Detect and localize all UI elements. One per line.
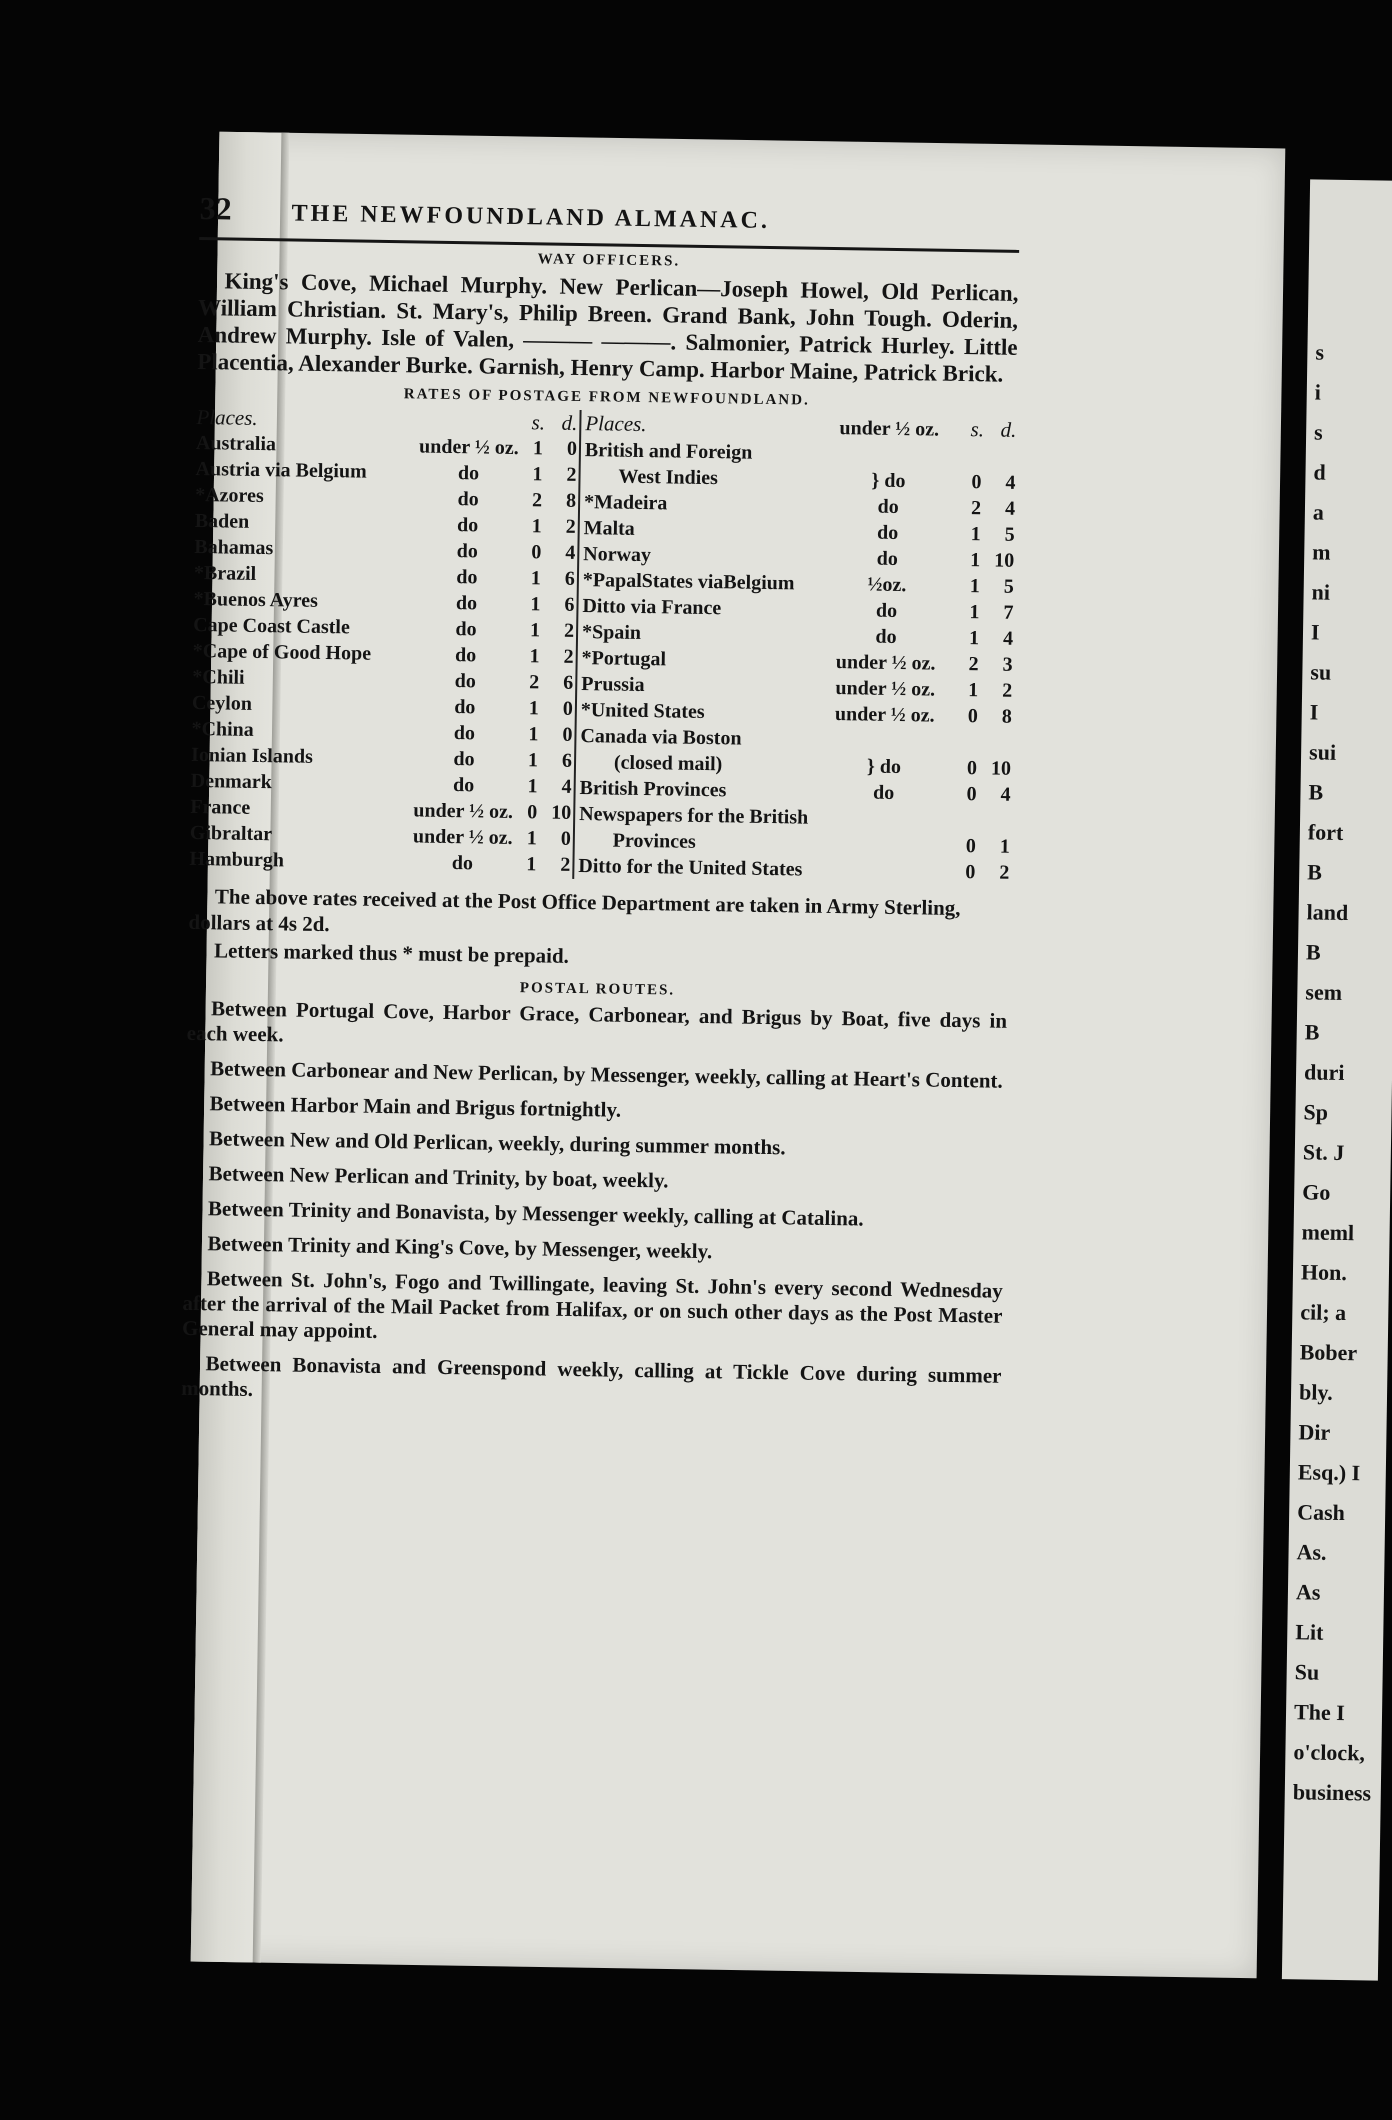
rate-place: *Chili xyxy=(192,665,245,689)
postal-route: Between Trinity and Bonavista, by Messenger weekly, calling at Catalina. xyxy=(207,1196,864,1231)
rate-d: 6 xyxy=(563,671,574,694)
facing-page-fragment: Su xyxy=(1294,1659,1320,1685)
way-officers-text: King's Cove, Michael Murphy. New Perlican—Joseph Howel, Old Perlican, William Christian. St. Mary's, Philip Breen. Grand Bank, John Tough. Oderin, Andrew Murphy. Isle of Valen, ——— ———. Salmonier, Patrick Hurley. Little Placentia, Alexander Burke. Garnish, Henry Camp. Harbor Maine, Patrick Brick. xyxy=(197,268,1019,387)
facing-page-fragment: As xyxy=(1295,1579,1321,1605)
rate-d: 2 xyxy=(563,619,575,642)
facing-page-fragment: B xyxy=(1304,1019,1320,1045)
rate-d: 5 xyxy=(1003,575,1015,598)
rate-place: Hamburgh xyxy=(189,847,285,872)
rate-s: 1 xyxy=(527,775,538,798)
facing-page-fragment: fort xyxy=(1307,819,1344,845)
postal-routes-list xyxy=(181,996,1007,1414)
rate-place: *Buenos Ayres xyxy=(193,587,319,612)
rate-weight: do xyxy=(876,547,899,571)
rate-weight xyxy=(807,876,957,878)
postal-route: Between Carbonear and New Perlican, by Messenger, weekly, calling at Heart's Content. xyxy=(210,1056,1003,1093)
facing-page-fragment: bly. xyxy=(1298,1379,1333,1405)
rate-place: Prussia xyxy=(581,673,645,697)
rate-d: 5 xyxy=(1004,523,1015,546)
rate-s: 1 xyxy=(529,619,541,642)
facing-page-fragment: As. xyxy=(1296,1539,1327,1565)
facing-page-fragment: sem xyxy=(1305,979,1343,1005)
rate-s: 1 xyxy=(532,437,544,460)
rate-d: 6 xyxy=(564,593,575,616)
rate-d: 7 xyxy=(1003,601,1014,624)
rate-s: 1 xyxy=(530,593,541,616)
rate-place: British and Foreign xyxy=(584,439,753,464)
facing-page-fragment: B xyxy=(1307,859,1323,885)
facing-page-fragment: i xyxy=(1314,379,1322,405)
facing-page-fragment: s xyxy=(1315,339,1325,365)
rate-s: 1 xyxy=(970,523,981,546)
rates-heading: RATES OF POSTAGE FROM NEWFOUNDLAND. xyxy=(403,386,810,409)
rate-weight: under ½ oz. xyxy=(418,435,519,460)
rate-weight: do xyxy=(872,781,895,804)
rate-place: Malta xyxy=(583,517,635,540)
facing-page-fragment: I xyxy=(1310,619,1320,645)
facing-page-fragment: B xyxy=(1308,779,1324,805)
rate-s: 1 xyxy=(528,697,540,720)
rate-d: 3 xyxy=(1002,653,1013,676)
rate-place: Bahamas xyxy=(194,535,274,560)
rate-place: Ditto for the United States xyxy=(578,855,803,881)
rate-weight: ½oz. xyxy=(867,573,907,597)
postal-route: Between New Perlican and Trinity, by boat, weekly. xyxy=(208,1161,669,1193)
facing-page-fragment: s xyxy=(1313,419,1323,445)
header-places: Places. xyxy=(585,411,647,437)
rate-place: *Brazil xyxy=(193,561,257,585)
rate-s: 2 xyxy=(529,671,540,694)
rate-weight: under ½ oz. xyxy=(412,825,513,849)
rate-weight xyxy=(814,460,964,462)
postal-route: Between Trinity and King's Cove, by Messenger, weekly. xyxy=(207,1231,713,1264)
rate-s: 1 xyxy=(526,827,537,850)
rate-s: 0 xyxy=(971,471,982,494)
rate-place: *Azores xyxy=(195,483,264,508)
rate-s: 0 xyxy=(965,835,976,858)
facing-page-fragment: o'clock, xyxy=(1293,1739,1366,1766)
postal-route: Between New and Old Perlican, weekly, during summer months. xyxy=(208,1126,786,1160)
rate-d: 4 xyxy=(565,541,576,564)
header-d: d. xyxy=(561,410,578,435)
rate-s: 0 xyxy=(966,783,977,806)
rate-place: Ceylon xyxy=(191,691,253,715)
rate-d: 8 xyxy=(1001,705,1012,728)
facing-page-fragment: m xyxy=(1312,539,1331,565)
rate-weight: do xyxy=(454,696,476,719)
rate-s: 1 xyxy=(532,463,543,486)
rate-d: 8 xyxy=(565,489,577,512)
rate-s: 0 xyxy=(527,801,538,824)
rate-place: *PapalStates viaBelgium xyxy=(582,569,795,595)
rate-weight: do xyxy=(451,852,474,875)
rate-weight: } do xyxy=(866,755,902,779)
rate-weight xyxy=(808,824,958,826)
rates-note: The above rates received at the Post Office Department are taken in Army Sterling, dollars at 4s 2d. xyxy=(188,884,961,937)
way-officers-heading: WAY OFFICERS. xyxy=(537,251,681,270)
rate-weight: under ½ oz. xyxy=(834,703,935,727)
facing-page-fragment: Cash xyxy=(1297,1499,1346,1526)
postal-route: Between Portugal Cove, Harbor Grace, Carbonear, and Brigus by Boat, five days in each week. xyxy=(186,996,1008,1047)
rate-weight: do xyxy=(876,521,899,545)
header-s: s. xyxy=(970,417,985,442)
rate-place: Gibraltar xyxy=(189,821,273,846)
rate-s: 1 xyxy=(526,853,537,876)
rate-place: Austria via Belgium xyxy=(195,457,367,483)
rate-weight: do xyxy=(453,722,476,745)
rate-weight: } do xyxy=(871,469,906,493)
facing-page-fragment: Sp xyxy=(1303,1099,1329,1125)
rate-d: 2 xyxy=(565,515,576,538)
rate-weight: do xyxy=(454,670,476,693)
rate-s: 1 xyxy=(529,645,540,668)
rate-d: 1 xyxy=(999,835,1010,858)
rate-s: 0 xyxy=(531,541,542,564)
rate-place: *Portugal xyxy=(581,647,667,671)
rate-place: Canada via Boston xyxy=(580,725,742,750)
rate-weight: do xyxy=(457,462,480,485)
rate-place: *Cape of Good Hope xyxy=(192,639,372,665)
rate-d: 10 xyxy=(551,801,572,824)
header-d: d. xyxy=(1000,417,1017,442)
rate-d: 4 xyxy=(1005,471,1016,494)
rate-s: 2 xyxy=(531,489,543,512)
rate-weight: do xyxy=(457,488,479,511)
rate-weight: under ½ oz. xyxy=(413,799,514,823)
facing-page-fragment: sui xyxy=(1308,739,1337,765)
rate-place: Australia xyxy=(195,431,277,456)
rate-s: 1 xyxy=(531,515,542,538)
rate-place: West Indies xyxy=(618,465,719,490)
rate-place: *Spain xyxy=(581,621,642,644)
facing-page-fragment: a xyxy=(1312,499,1325,525)
rate-place: *United States xyxy=(580,699,705,723)
rate-s: 1 xyxy=(528,723,539,746)
header-weight: under ½ oz. xyxy=(839,417,940,441)
rates-right-column xyxy=(574,410,1016,886)
rate-place: France xyxy=(190,795,251,819)
rate-weight: do xyxy=(456,566,478,589)
facing-page-fragment: su xyxy=(1310,659,1332,685)
facing-page-fragment: cil; a xyxy=(1300,1299,1347,1326)
rate-place: (closed mail) xyxy=(613,751,723,776)
rate-s: 1 xyxy=(968,679,979,702)
rate-weight: do xyxy=(877,495,899,519)
rate-weight: do xyxy=(455,592,478,615)
rate-weight: do xyxy=(875,625,897,648)
facing-page-fragment: Go xyxy=(1302,1179,1331,1205)
rate-s: 1 xyxy=(530,567,542,590)
facing-page-fragment: business xyxy=(1292,1779,1372,1806)
rate-d: 4 xyxy=(561,775,572,798)
rate-place: Norway xyxy=(583,543,652,567)
rate-d: 6 xyxy=(561,749,573,772)
rate-d: 0 xyxy=(562,723,573,746)
rate-weight: do xyxy=(455,618,477,641)
rate-d: 2 xyxy=(566,463,577,486)
rate-weight: do xyxy=(875,599,898,622)
rate-weight xyxy=(808,850,958,852)
rate-weight: do xyxy=(453,748,475,771)
facing-page-fragment: meml xyxy=(1301,1219,1355,1246)
rate-d: 10 xyxy=(990,757,1012,780)
page-content xyxy=(181,190,1020,1424)
facing-page-fragment: Bober xyxy=(1299,1339,1358,1366)
header-s: s. xyxy=(531,410,546,435)
facing-page-fragment: Lit xyxy=(1295,1619,1324,1645)
facing-page-fragment: Esq.) I xyxy=(1297,1459,1361,1486)
rate-d: 2 xyxy=(560,853,571,876)
rate-d: 0 xyxy=(562,697,574,720)
prepaid-note: Letters marked thus * must be prepaid. xyxy=(213,938,570,968)
rate-place: British Provinces xyxy=(579,777,727,802)
postal-route: Between Bonavista and Greenspond weekly, calling at Tickle Cove during summer months. xyxy=(180,1351,1002,1401)
rate-d: 2 xyxy=(999,861,1010,884)
rate-d: 0 xyxy=(560,827,571,850)
facing-page-fragment: ni xyxy=(1311,579,1331,605)
rate-weight: do xyxy=(454,644,477,667)
facing-page-fragment: The I xyxy=(1293,1699,1346,1726)
rate-weight: do xyxy=(452,774,475,797)
facing-page-fragment: B xyxy=(1305,939,1321,965)
facing-page-fragment: I xyxy=(1309,699,1319,725)
postal-route: Between St. John's, Fogo and Twillingate, leaving St. John's every second Wednesday after the arrival of the Mail Packet from Halifax, or on such other days as the Post Master General may appoint. xyxy=(181,1266,1003,1343)
rate-place: *China xyxy=(191,717,254,741)
rate-s: 1 xyxy=(969,575,981,598)
facing-page-fragment: land xyxy=(1306,899,1349,926)
rate-d: 2 xyxy=(1002,679,1013,702)
rate-weight: do xyxy=(456,540,479,563)
rate-s: 2 xyxy=(970,497,982,520)
rate-weight: under ½ oz. xyxy=(835,677,936,701)
facing-page-fragment: Dir xyxy=(1298,1419,1331,1445)
postal-route: Between Harbor Main and Brigus fortnightly. xyxy=(209,1091,622,1122)
rate-place: Cape Coast Castle xyxy=(192,613,350,639)
rates-left-column xyxy=(189,404,581,879)
rate-d: 4 xyxy=(1000,783,1011,806)
rate-weight: under ½ oz. xyxy=(835,651,936,675)
facing-page-fragment: Hon. xyxy=(1300,1259,1348,1286)
rate-s: 1 xyxy=(968,627,980,650)
rate-s: 1 xyxy=(527,749,539,772)
rate-place: Newspapers for the British xyxy=(579,803,809,829)
rate-weight xyxy=(809,746,959,748)
rate-s: 2 xyxy=(968,653,979,676)
rate-row xyxy=(578,853,1009,886)
rate-row xyxy=(189,846,570,878)
facing-page-fragment: duri xyxy=(1303,1059,1345,1086)
rate-s: 0 xyxy=(967,705,979,728)
facing-page xyxy=(1282,179,1392,1980)
rates-table xyxy=(189,404,1016,886)
rate-s: 1 xyxy=(969,601,980,624)
rate-place: *Madeira xyxy=(583,491,668,515)
rate-place: Ditto via France xyxy=(582,595,722,620)
rate-place: Baden xyxy=(194,509,250,533)
postal-routes-heading: POSTAL ROUTES. xyxy=(519,980,676,999)
rate-place: Provinces xyxy=(612,829,696,853)
rate-d: 4 xyxy=(1002,627,1014,650)
rate-place: Ionian Islands xyxy=(190,743,314,768)
rate-d: 2 xyxy=(563,645,574,668)
rate-s: 0 xyxy=(966,757,978,780)
rate-weight: do xyxy=(456,514,479,537)
rate-d: 6 xyxy=(564,567,576,590)
rate-place: Denmark xyxy=(190,769,272,794)
rate-s: 0 xyxy=(965,861,976,884)
rate-d: 0 xyxy=(566,437,578,460)
header-places: Places. xyxy=(196,404,258,430)
rate-d: 4 xyxy=(1004,497,1016,520)
facing-page-fragment: St. J xyxy=(1302,1139,1345,1166)
running-head: THE NEWFOUNDLAND ALMANAC. xyxy=(291,200,771,234)
page-number: 32 xyxy=(199,190,232,227)
rate-s: 1 xyxy=(970,549,981,572)
facing-page-fragment: d xyxy=(1313,459,1326,485)
rate-d: 10 xyxy=(994,549,1015,572)
